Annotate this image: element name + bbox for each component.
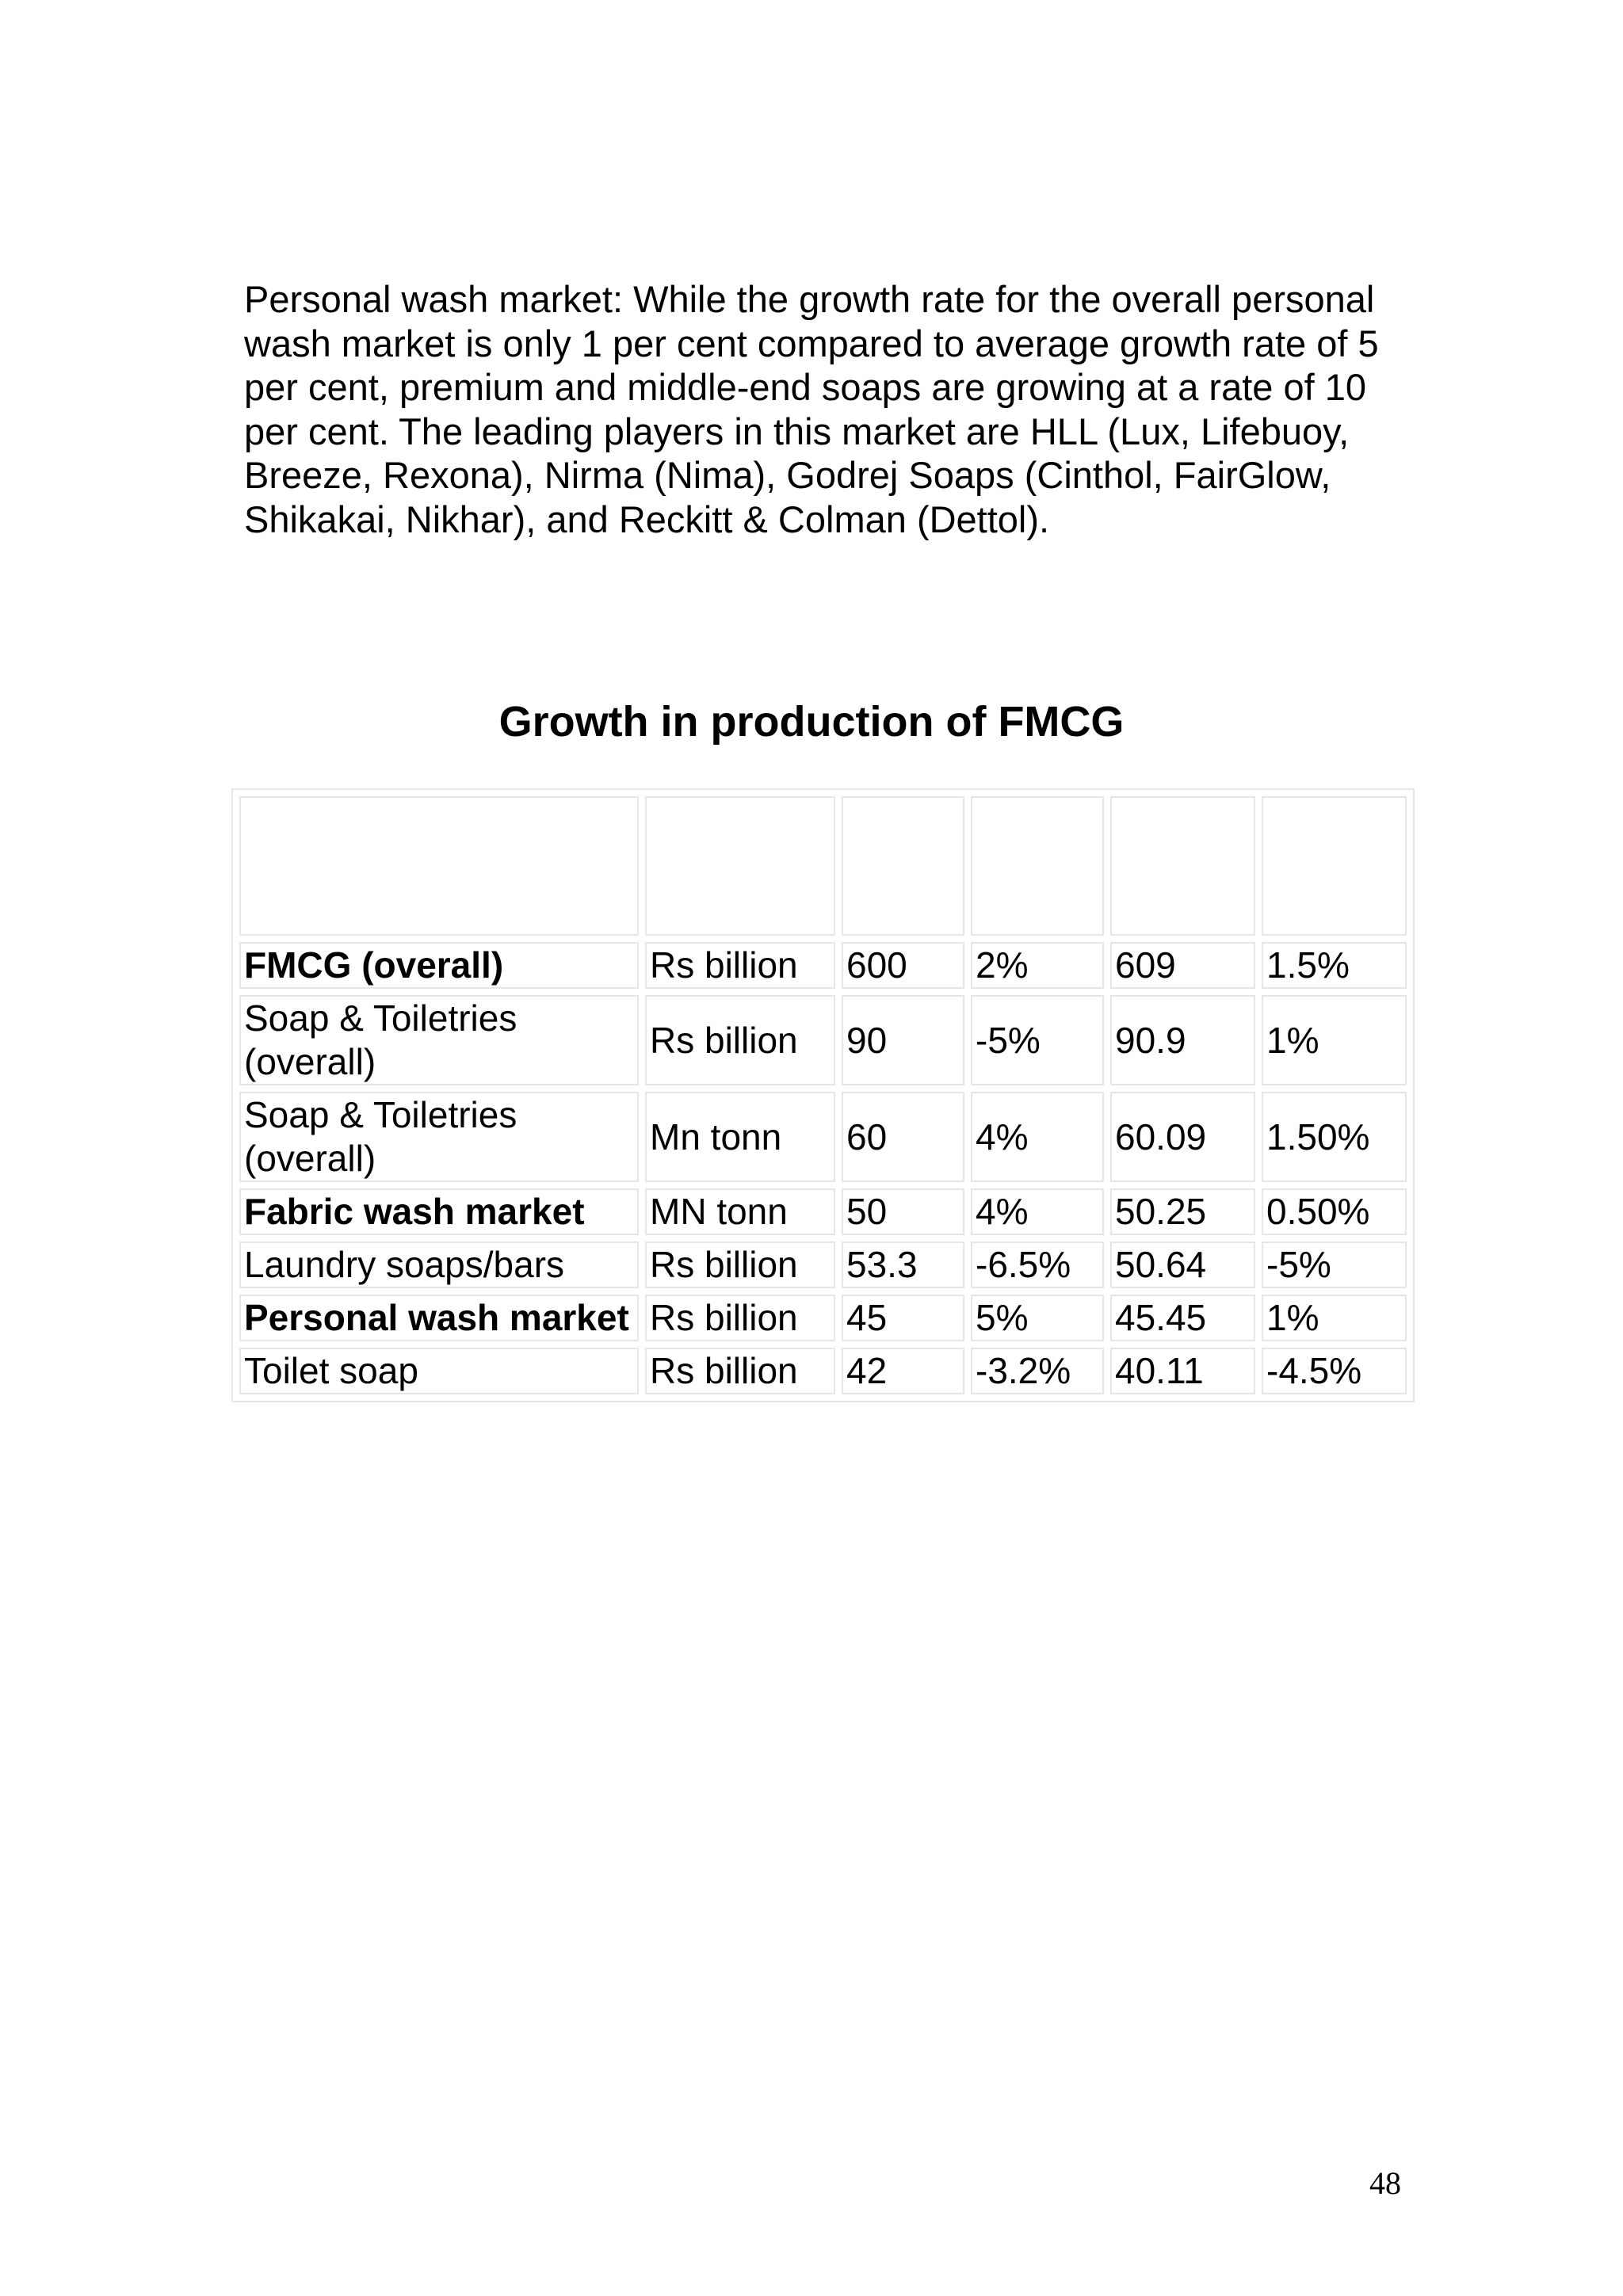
row-label: Soap & Toiletries (overall) <box>239 995 639 1085</box>
table-header-row <box>239 796 1407 936</box>
growth-cell: 4% <box>971 1092 1104 1182</box>
row-label: Laundry soaps/bars <box>239 1241 639 1288</box>
growth-cell: 1.50% <box>1262 1092 1407 1182</box>
table-row <box>239 1092 1407 1182</box>
unit-cell: Mn tonn <box>645 1092 835 1182</box>
page-number: 48 <box>1369 2165 1401 2201</box>
table-row <box>239 1188 1407 1235</box>
header-cell <box>1262 796 1407 936</box>
header-cell <box>1110 796 1255 936</box>
fmcg-growth-table <box>231 788 1415 1402</box>
table-row <box>239 942 1407 989</box>
row-label: Personal wash market <box>239 1295 639 1341</box>
table-row <box>239 1295 1407 1341</box>
value-cell: 50.25 <box>1110 1188 1255 1235</box>
header-cell <box>645 796 835 936</box>
intro-paragraph: Personal wash market: While the growth rate for the overall personal wash market is only 1 per cent compared to average growth rate of 5 per cent, premium and middle-end soaps are growing at a rate of 10 per cent. The leading players in this market are HLL (Lux, Lifebuoy, Breeze, Rexona), Nirma (Nima), Godrej Soaps (Cinthol, FairGlow, Shikakai, Nikhar), and Reckitt & Colman (Dettol). <box>244 278 1379 540</box>
unit-cell: Rs billion <box>645 942 835 989</box>
growth-cell: 0.50% <box>1262 1188 1407 1235</box>
table-row <box>239 995 1407 1085</box>
growth-cell: -6.5% <box>971 1241 1104 1288</box>
value-cell: 45.45 <box>1110 1295 1255 1341</box>
value-cell: 600 <box>842 942 964 989</box>
unit-cell: Rs billion <box>645 1348 835 1394</box>
growth-cell: -3.2% <box>971 1348 1104 1394</box>
row-label: Toilet soap <box>239 1348 639 1394</box>
unit-cell: MN tonn <box>645 1188 835 1235</box>
value-cell: 90.9 <box>1110 995 1255 1085</box>
value-cell: 90 <box>842 995 964 1085</box>
unit-cell: Rs billion <box>645 995 835 1085</box>
value-cell: 40.11 <box>1110 1348 1255 1394</box>
growth-cell: -4.5% <box>1262 1348 1407 1394</box>
unit-cell: Rs billion <box>645 1241 835 1288</box>
value-cell: 60 <box>842 1092 964 1182</box>
growth-cell: 2% <box>971 942 1104 989</box>
row-label: Soap & Toiletries (overall) <box>239 1092 639 1182</box>
value-cell: 45 <box>842 1295 964 1341</box>
row-label: Fabric wash market <box>239 1188 639 1235</box>
header-cell <box>971 796 1104 936</box>
header-cell <box>842 796 964 936</box>
growth-cell: 1% <box>1262 1295 1407 1341</box>
header-cell <box>239 796 639 936</box>
table-row <box>239 1241 1407 1288</box>
growth-cell: 1% <box>1262 995 1407 1085</box>
row-label: FMCG (overall) <box>239 942 639 989</box>
value-cell: 42 <box>842 1348 964 1394</box>
growth-cell: 5% <box>971 1295 1104 1341</box>
growth-cell: -5% <box>971 995 1104 1085</box>
growth-cell: 1.5% <box>1262 942 1407 989</box>
growth-cell: 4% <box>971 1188 1104 1235</box>
growth-cell: -5% <box>1262 1241 1407 1288</box>
value-cell: 50.64 <box>1110 1241 1255 1288</box>
value-cell: 60.09 <box>1110 1092 1255 1182</box>
value-cell: 53.3 <box>842 1241 964 1288</box>
table-title: Growth in production of FMCG <box>498 698 1125 746</box>
table-row <box>239 1348 1407 1394</box>
value-cell: 50 <box>842 1188 964 1235</box>
unit-cell: Rs billion <box>645 1295 835 1341</box>
value-cell: 609 <box>1110 942 1255 989</box>
